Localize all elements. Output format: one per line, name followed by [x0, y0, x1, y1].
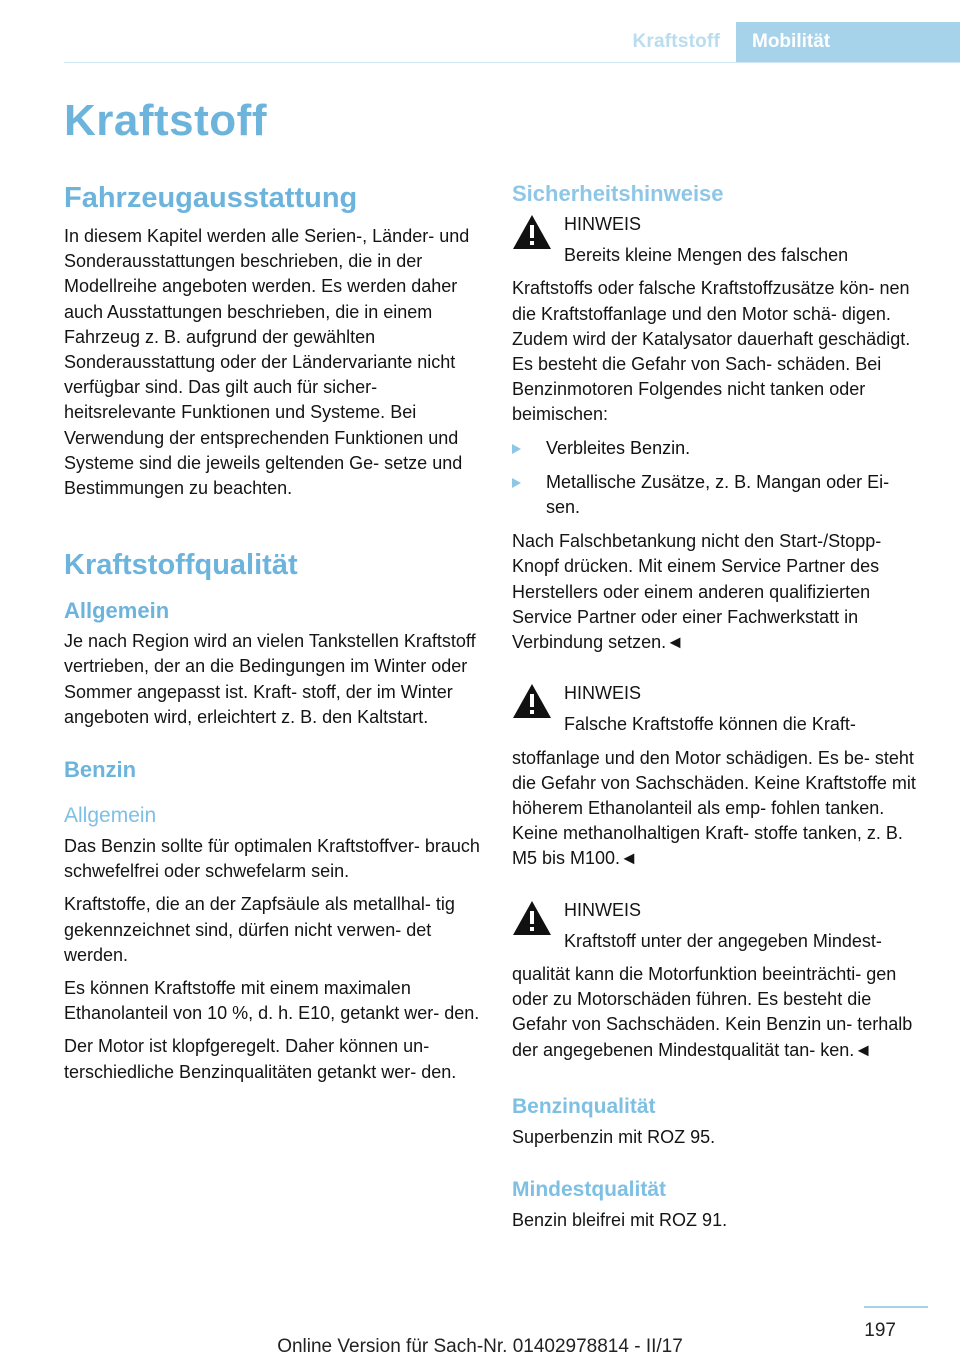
warning-label: HINWEIS [564, 683, 642, 704]
page-number-rule [864, 1306, 928, 1308]
heading-safety: Sicherheitshinweise [512, 181, 724, 206]
warning-text: Kraftstoffs oder falsche Kraftstoffzusätze kön- nen die Kraftstoffanlage und den Motor schä- digen. Zudem wird der Katalysator dauerhaft geschädigt. Es besteht die Gefahr von Sach- schäden. Bei Benzinmotoren Folgendes nicht tanken oder beimischen: [512, 278, 911, 425]
warning-bullet-list [512, 436, 928, 521]
paragraph-benzin-3: Es können Kraftstoffe mit einem maximalen Ethanolanteil von 10 %, d. h. E10, getankt wer- den. [64, 978, 480, 1024]
right-column [512, 180, 928, 1241]
warning-box-1 [512, 212, 928, 655]
warning-first-line: Falsche Kraftstoffe können die Kraft- [564, 714, 856, 735]
warning-first-line: Kraftstoff unter der angegeben Mindest- [564, 930, 882, 951]
warning-triangle-icon [512, 214, 552, 250]
list-item: Verbleites Benzin. [512, 436, 928, 461]
paragraph-general: Je nach Region wird an vielen Tankstellen Kraftstoff vertrieben, der an die Bedingungen im Winter oder Sommer angepasst ist. Kraft- stoff, der im Winter angeboten wird, erleichtert z. B. den Kaltstart. [64, 631, 476, 727]
paragraph-min-quality: Benzin bleifrei mit ROZ 91. [512, 1210, 728, 1231]
heading-petrol-quality: Benzinqualität [512, 1094, 656, 1118]
section-breadcrumb[interactable]: Kraftstoff [632, 31, 720, 52]
heading-benzin: Benzin [64, 757, 137, 783]
warning-triangle-icon [512, 683, 552, 719]
bullet-triangle-icon [512, 478, 521, 488]
heading-equipment: Fahrzeugausstattung [64, 182, 358, 214]
page-header [0, 22, 960, 62]
heading-benzin-general: Allgemein [64, 804, 157, 828]
page-number: 197 [864, 1320, 896, 1341]
warning-text: qualität kann die Motorfunktion beeinträchti- gen oder zu Motorschäden führen. Es besteht die Gefahr von Sachschäden. Kein Benzin un- terhalb der angegebenen Mindestqualität tan- ken.◄ [512, 964, 913, 1060]
paragraph-equipment: In diesem Kapitel werden alle Serien-, Länder- und Sonderausstattungen beschrieben, die in der Modellreihe angeboten werden. Es werden daher auch Ausstattungen beschrieben, die in einem Fahrzeug z. B. aufgrund der gewählten Sonderausstattung oder der Ländervariante nicht verfügbar sind. Das gilt auch für sicher- heitsrelevante Funktionen und Systeme. Bei Verwendung der entsprechenden Funktionen und Systeme sind die jeweils geltenden Ge- setze und Bestimmungen zu beachten. [64, 226, 470, 499]
heading-min-quality: Mindestqualität [512, 1178, 667, 1202]
warning-instructions: Nach Falschbetankung nicht den Start-/Stopp- Knopf drücken. Mit einem Service Partner des Herstellers oder einem anderen qualifizierten Service Partner oder einer Fachwerkstatt in Verbindung setzen.◄ [512, 531, 882, 653]
warning-box-2 [512, 681, 928, 871]
heading-fuel-quality: Kraftstoffqualität [64, 549, 298, 582]
warning-triangle-icon [512, 900, 552, 936]
warning-label: HINWEIS [564, 899, 642, 920]
left-column [64, 180, 482, 1093]
chapter-tab[interactable]: Mobilität [736, 22, 960, 62]
header-divider [64, 62, 960, 63]
warning-text: stoffanlage und den Motor schädigen. Es be- steht die Gefahr von Sachschäden. Keine Kraftstoffe mit höherem Ethanolanteil als emp- fohlen tanken. Keine methanolhaltigen Kraft- stoffe tanken, z. B. M5 bis M100.◄ [512, 747, 916, 869]
paragraph-benzin-4: Der Motor ist klopfgeregelt. Daher können un- terschiedliche Benzinqualitäten getankt wer- den. [64, 1036, 457, 1082]
paragraph-benzin-2: Kraftstoffe, die an der Zapfsäule als metallhal- tig gekennzeichnet sind, dürfen nicht verwen- det werden. [64, 894, 455, 965]
paragraph-benzin-1: Das Benzin sollte für optimalen Kraftstoffver- brauch schwefelfrei oder schwefelarm sein. [64, 836, 480, 882]
warning-first-line: Bereits kleine Mengen des falschen [564, 245, 849, 266]
warning-box-3 [512, 898, 928, 1063]
bullet-triangle-icon [512, 444, 521, 454]
footer-text: Online Version für Sach-Nr. 01402978814 - II/17 [277, 1336, 683, 1357]
heading-general: Allgemein [64, 598, 170, 624]
page-title: Kraftstoff [64, 96, 267, 145]
warning-label: HINWEIS [564, 214, 642, 234]
list-item: Metallische Zusätze, z. B. Mangan oder Ei- sen. [512, 470, 928, 520]
paragraph-petrol-quality: Superbenzin mit ROZ 95. [512, 1126, 716, 1147]
